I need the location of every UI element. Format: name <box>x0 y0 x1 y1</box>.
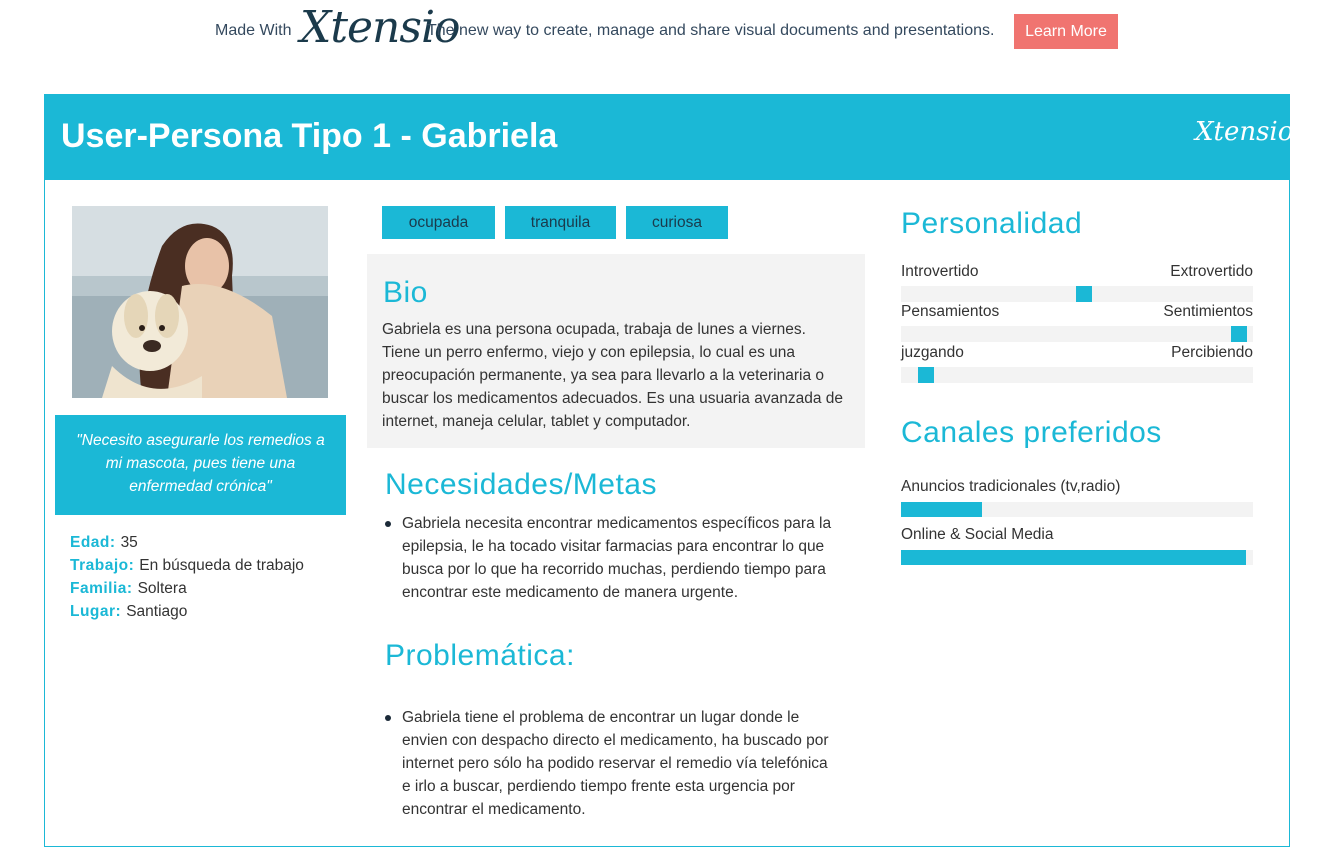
xtensio-logo[interactable]: Xtensio <box>300 2 460 53</box>
tag-curiosa: curiosa <box>626 206 728 239</box>
tag-ocupada: ocupada <box>382 206 495 239</box>
promo-tagline: The new way to create, manage and share visual documents and presentations. <box>427 22 995 39</box>
bio-panel <box>367 254 865 448</box>
list-item: Gabriela necesita encontrar medicamentos específicos para la epilepsia, le ha tocado visitar farmacias para encontrar lo que busca por lo que ha recorrido muchas, perdiendo tiempo para encontrar este medicamento de manera urgente. <box>385 512 855 604</box>
detail-value: En búsqueda de trabajo <box>139 557 304 574</box>
channel-bar-fill <box>901 502 982 517</box>
detail-label: Edad: <box>70 534 116 551</box>
trait-left-label: Pensamientos <box>901 303 1000 320</box>
tag-tranquila: tranquila <box>505 206 616 239</box>
problems-list <box>385 706 835 821</box>
trait-introvert-extrovert <box>901 263 1253 305</box>
persona-card <box>44 94 1294 847</box>
trait-slider-track <box>901 367 1253 383</box>
persona-title: User-Persona Tipo 1 - Gabriela <box>61 117 558 155</box>
trait-slider-marker <box>1076 286 1092 302</box>
detail-value: Santiago <box>126 603 188 620</box>
made-with-label: Made With <box>215 22 292 39</box>
channel-label: Anuncios tradicionales (tv,radio) <box>901 478 1121 495</box>
trait-judging-perceiving <box>901 344 1253 386</box>
channel-online-social <box>901 526 1253 570</box>
trait-slider-track <box>901 286 1253 302</box>
persona-details <box>70 531 304 623</box>
trait-left-label: Introvertido <box>901 263 979 280</box>
trait-slider-marker <box>1231 326 1247 342</box>
needs-heading: Necesidades/Metas <box>385 468 657 501</box>
channels-heading: Canales preferidos <box>901 416 1162 449</box>
detail-location <box>70 600 304 623</box>
detail-age <box>70 531 304 554</box>
bio-heading: Bio <box>383 276 428 309</box>
persona-quote: "Necesito asegurarle los remedios a mi mascota, pues tiene una enfermedad crónica" <box>55 415 346 515</box>
list-item: Gabriela tiene el problema de encontrar un lugar donde le envien con despacho directo el medicamento, ha buscado por internet pero sólo ha podido reservar el remedio vía telefónica e irlo a buscar, perdiendo tiempo frente esta urgencia por encontrar el medicamento. <box>385 706 835 821</box>
detail-label: Familia: <box>70 580 133 597</box>
channel-label: Online & Social Media <box>901 526 1054 543</box>
trait-left-label: juzgando <box>901 344 964 361</box>
detail-value: 35 <box>120 534 138 551</box>
trait-right-label: Percibiendo <box>1171 344 1253 361</box>
detail-family <box>70 577 304 600</box>
promo-bar <box>0 0 1333 64</box>
learn-more-button[interactable]: Learn More <box>1014 14 1118 49</box>
trait-slider-marker <box>918 367 934 383</box>
trait-slider-track <box>901 326 1253 342</box>
trait-right-label: Sentimientos <box>1163 303 1253 320</box>
persona-photo-image <box>72 206 328 398</box>
header-logo: Xtensio <box>1195 117 1294 147</box>
needs-list <box>385 512 855 604</box>
channel-bar-track <box>901 502 1253 517</box>
channel-bar-fill <box>901 550 1246 565</box>
bio-text: Gabriela es una persona ocupada, trabaja de lunes a viernes. Tiene un perro enfermo, viejo y con epilepsia, lo cual es una preocupación permanente, ya sea para llevarlo a la veterinaria o buscar los medicamentos adecuados. Es una usuaria avanzada de internet, maneja celular, tablet y computador. <box>382 321 843 430</box>
trait-thinking-feeling <box>901 303 1253 345</box>
personality-heading: Personalidad <box>901 207 1083 240</box>
trait-right-label: Extrovertido <box>1170 263 1253 280</box>
persona-photo <box>72 206 328 398</box>
problems-heading: Problemática: <box>385 639 575 672</box>
detail-value: Soltera <box>137 580 187 597</box>
card-header <box>45 95 1294 180</box>
detail-label: Trabajo: <box>70 557 135 574</box>
detail-job <box>70 554 304 577</box>
channel-traditional <box>901 478 1253 522</box>
detail-label: Lugar: <box>70 603 122 620</box>
channel-bar-track <box>901 550 1253 565</box>
